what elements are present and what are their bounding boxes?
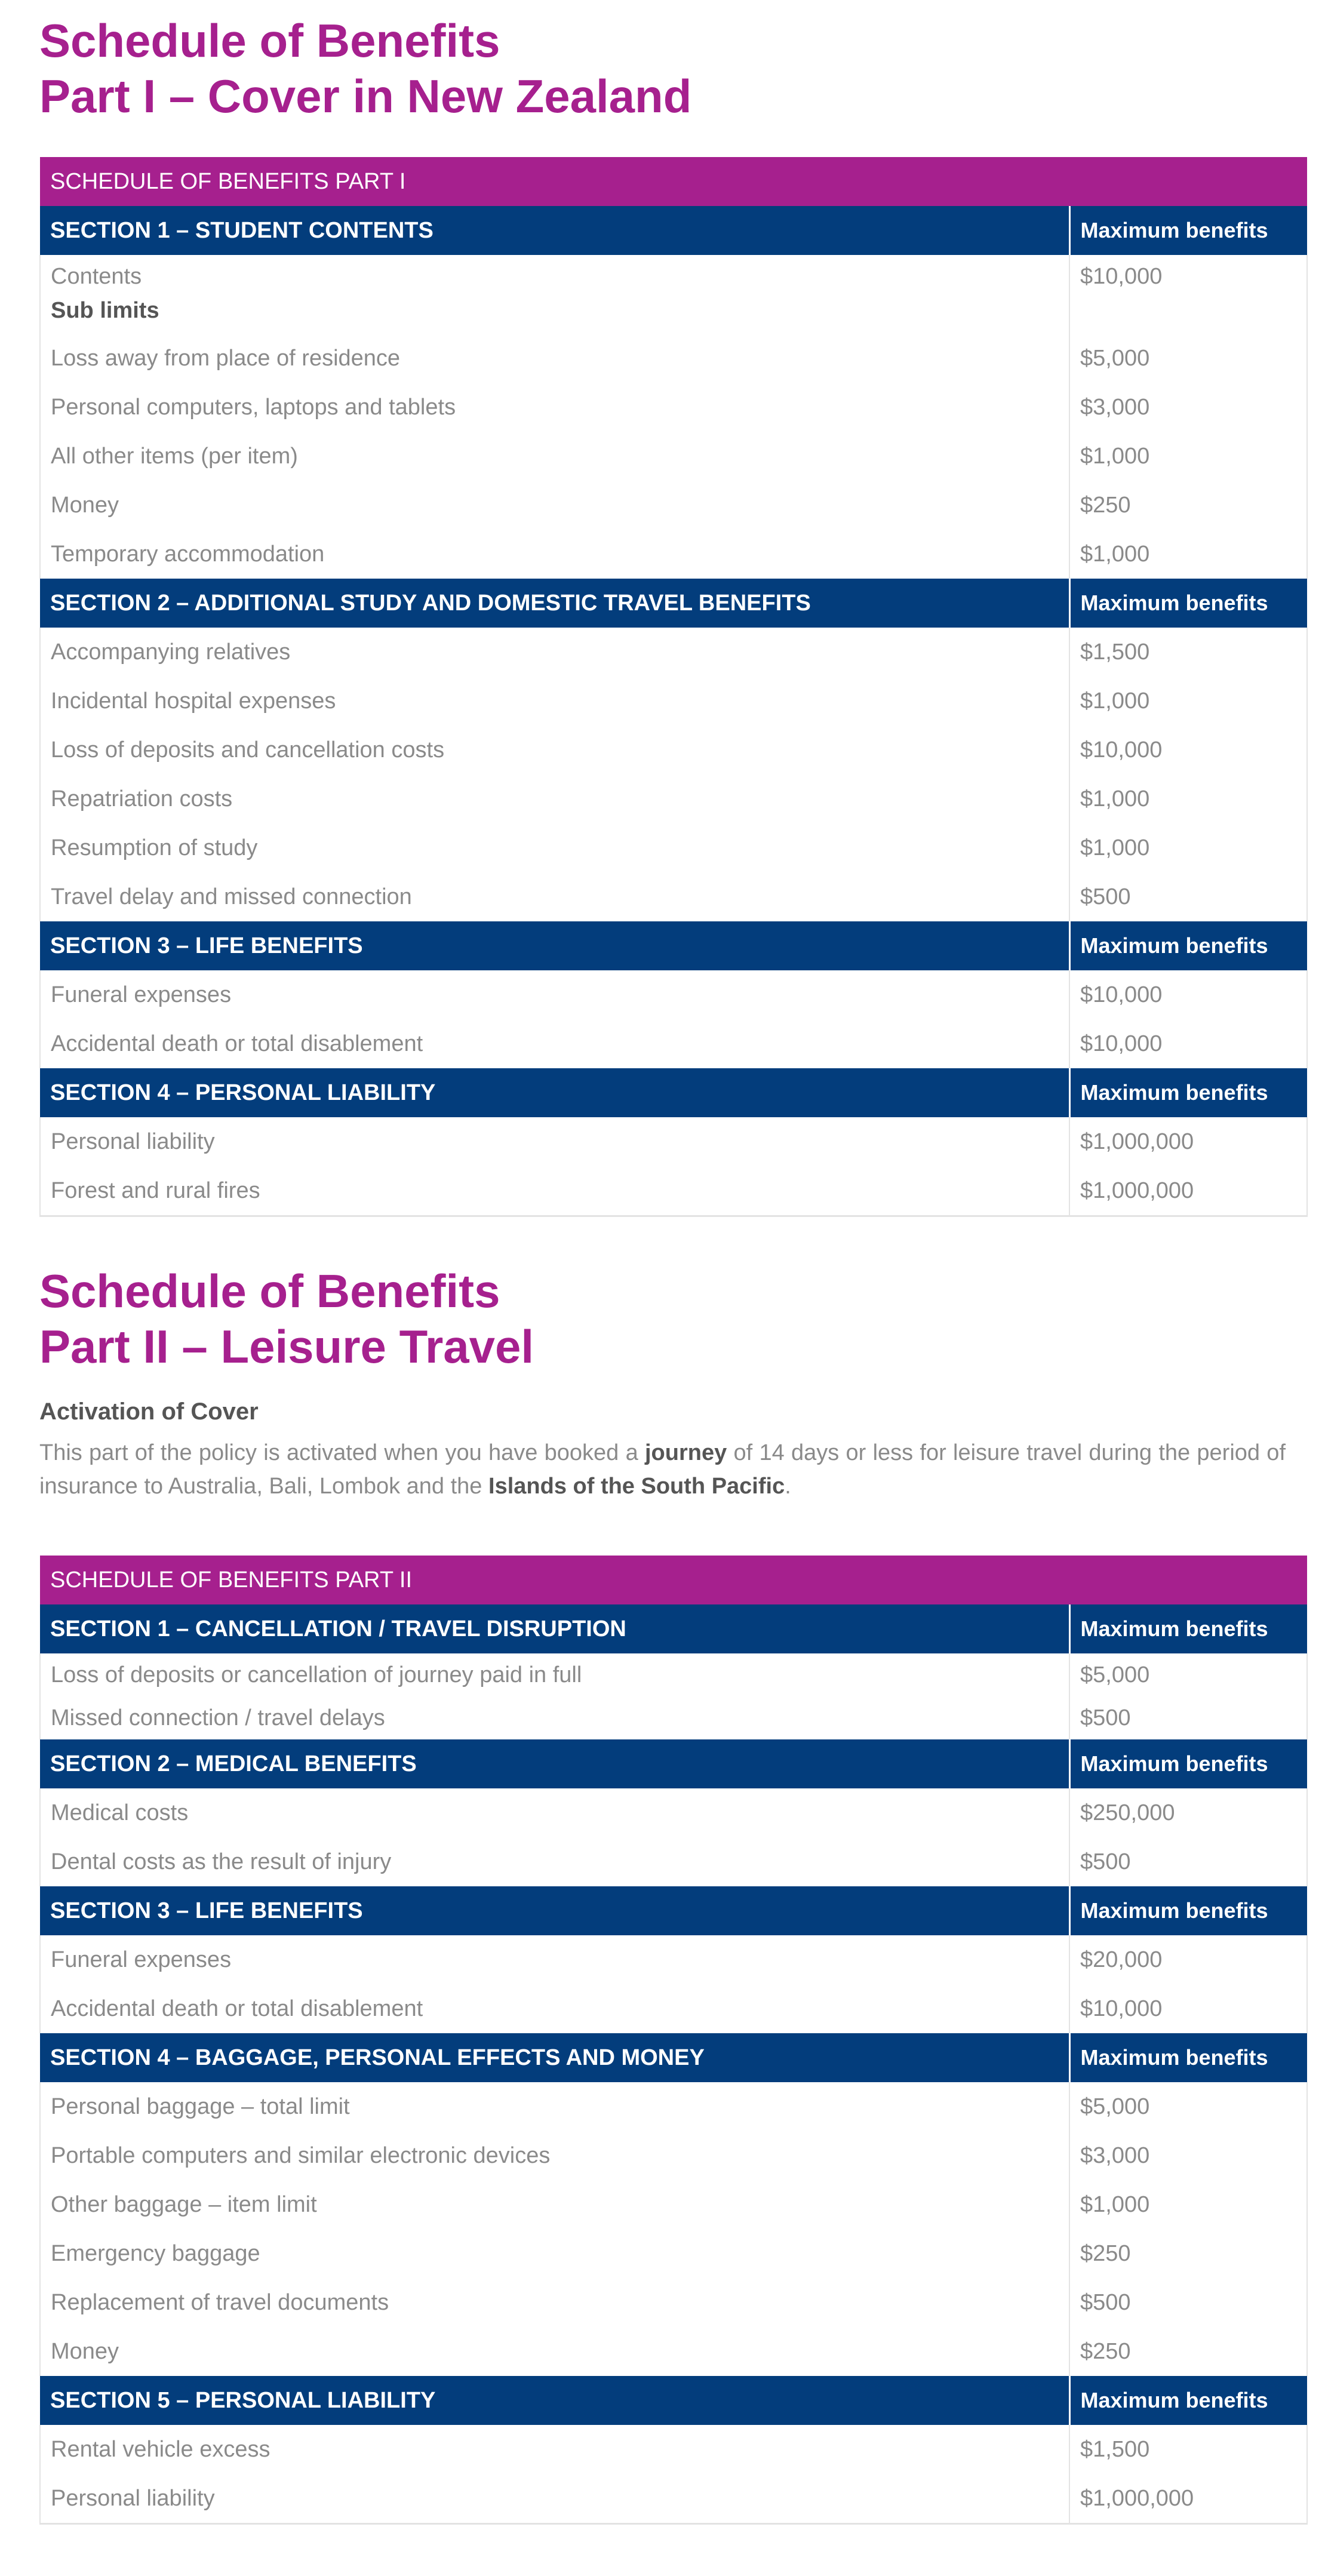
max-benefits-header: Maximum benefits: [1069, 579, 1307, 628]
benefit-amount: $250: [1069, 481, 1307, 530]
benefit-amount: $10,000: [1069, 1019, 1307, 1068]
benefit-amount: $10,000: [1069, 726, 1307, 774]
max-benefits-header: Maximum benefits: [1069, 1604, 1307, 1653]
benefit-label: Medical costs: [40, 1788, 1069, 1837]
max-benefits-header: Maximum benefits: [1069, 206, 1307, 255]
section-title: SECTION 1 – CANCELLATION / TRAVEL DISRUPTION: [40, 1604, 1069, 1653]
max-benefits-header: Maximum benefits: [1069, 2376, 1307, 2425]
table-row: [40, 970, 1307, 1019]
benefit-amount: $1,000: [1069, 774, 1307, 823]
benefit-amount: $20,000: [1069, 1935, 1307, 1984]
benefit-label: Rental vehicle excess: [40, 2425, 1069, 2474]
benefit-amount: $1,000: [1069, 530, 1307, 579]
benefit-label: Portable computers and similar electronic devices: [40, 2131, 1069, 2180]
benefit-amount: $10,000: [1069, 1984, 1307, 2033]
table-row: [40, 1788, 1307, 1837]
max-benefits-header: Maximum benefits: [1069, 1068, 1307, 1117]
benefit-label: Other baggage – item limit: [40, 2180, 1069, 2229]
section-title: SECTION 4 – PERSONAL LIABILITY: [40, 1068, 1069, 1117]
table-row: [40, 2425, 1307, 2474]
benefit-amount: $1,000: [1069, 432, 1307, 481]
table-row: [40, 2474, 1307, 2524]
benefit-label: Loss of deposits and cancellation costs: [40, 726, 1069, 774]
section-title: SECTION 3 – LIFE BENEFITS: [40, 921, 1069, 970]
benefit-label: Repatriation costs: [40, 774, 1069, 823]
part2-title: [39, 1264, 1286, 1375]
max-benefits-header: Maximum benefits: [1069, 921, 1307, 970]
benefit-label: Personal computers, laptops and tablets: [40, 383, 1069, 432]
max-benefits-header: Maximum benefits: [1069, 1739, 1307, 1788]
table-row: [40, 1696, 1307, 1739]
section-title: SECTION 3 – LIFE BENEFITS: [40, 1886, 1069, 1935]
table-row: [40, 872, 1307, 921]
table-row: [40, 2327, 1307, 2376]
table-row: [40, 481, 1307, 530]
table-row: [40, 1117, 1307, 1166]
activation-text-before: This part of the policy is activated when you have booked a: [39, 1440, 645, 1465]
benefit-label: Funeral expenses: [40, 1935, 1069, 1984]
table-row: [40, 1166, 1307, 1216]
table-row: [40, 1019, 1307, 1068]
part1-benefits-table: [39, 157, 1308, 1217]
table-row: [40, 677, 1307, 726]
benefit-label: Accidental death or total disablement: [40, 1019, 1069, 1068]
benefit-amount: $3,000: [1069, 2131, 1307, 2180]
benefit-amount: $5,000: [1069, 1653, 1307, 1696]
benefit-label: Funeral expenses: [40, 970, 1069, 1019]
max-benefits-header: Maximum benefits: [1069, 2033, 1307, 2082]
table-row: [40, 1984, 1307, 2033]
benefit-amount: $3,000: [1069, 383, 1307, 432]
section-header-row: [40, 1886, 1307, 1935]
part2-title-line2: Part II – Leisure Travel: [39, 1320, 534, 1373]
benefit-label: Missed connection / travel delays: [40, 1696, 1069, 1739]
benefit-label: Contents: [40, 255, 1069, 298]
table-row: [40, 1653, 1307, 1696]
section-header-row: [40, 579, 1307, 628]
table-row: [40, 726, 1307, 774]
max-benefits-header: Maximum benefits: [1069, 1886, 1307, 1935]
benefit-amount: $500: [1069, 1696, 1307, 1739]
section-header-row: [40, 921, 1307, 970]
sublimits-row: [40, 298, 1307, 334]
part1-title-line2: Part I – Cover in New Zealand: [39, 70, 692, 122]
benefit-label: Travel delay and missed connection: [40, 872, 1069, 921]
table-row: [40, 383, 1307, 432]
benefit-label: Money: [40, 481, 1069, 530]
benefit-label: Accidental death or total disablement: [40, 1984, 1069, 2033]
section-header-row: [40, 2376, 1307, 2425]
benefit-label: Dental costs as the result of injury: [40, 1837, 1069, 1886]
benefit-amount: $500: [1069, 1837, 1307, 1886]
activation-text-after: .: [785, 1474, 791, 1499]
benefit-label: All other items (per item): [40, 432, 1069, 481]
table-row: [40, 2229, 1307, 2278]
benefit-amount: $1,000,000: [1069, 2474, 1307, 2524]
section-title: SECTION 4 – BAGGAGE, PERSONAL EFFECTS AND MONEY: [40, 2033, 1069, 2082]
table-row: [40, 2082, 1307, 2131]
benefit-amount: $250,000: [1069, 1788, 1307, 1837]
activation-text-middle: of 14 days or less for leisure travel during the period of insurance to Australia, Bali, Lombok and the: [39, 1440, 1286, 1499]
table-row: [40, 255, 1307, 298]
benefit-label: Loss of deposits or cancellation of journey paid in full: [40, 1653, 1069, 1696]
benefit-amount: $1,500: [1069, 628, 1307, 677]
benefit-amount: $1,000,000: [1069, 1166, 1307, 1216]
table-row: [40, 2131, 1307, 2180]
section-header-row: [40, 2033, 1307, 2082]
benefit-label: Forest and rural fires: [40, 1166, 1069, 1216]
benefit-amount: $250: [1069, 2327, 1307, 2376]
part1-table-title-row: [40, 157, 1307, 206]
part1-title: [39, 13, 1286, 124]
benefit-amount: $1,000: [1069, 677, 1307, 726]
part1-table-title: SCHEDULE OF BENEFITS PART I: [40, 157, 1307, 206]
benefit-amount: $10,000: [1069, 970, 1307, 1019]
benefit-label: Personal liability: [40, 1117, 1069, 1166]
benefit-label: Temporary accommodation: [40, 530, 1069, 579]
sublimits-label: Sub limits: [40, 298, 1069, 334]
benefit-label: Resumption of study: [40, 823, 1069, 872]
benefit-amount: $5,000: [1069, 334, 1307, 383]
benefit-amount: $5,000: [1069, 2082, 1307, 2131]
benefit-amount: $250: [1069, 2229, 1307, 2278]
benefit-amount: $1,000: [1069, 823, 1307, 872]
benefit-amount: $1,500: [1069, 2425, 1307, 2474]
part2-benefits-table: [39, 1556, 1308, 2525]
benefit-label: Personal baggage – total limit: [40, 2082, 1069, 2131]
section-title: SECTION 2 – ADDITIONAL STUDY AND DOMESTIC TRAVEL BENEFITS: [40, 579, 1069, 628]
section-header-row: [40, 1604, 1307, 1653]
table-row: [40, 628, 1307, 677]
benefit-label: Incidental hospital expenses: [40, 677, 1069, 726]
table-row: [40, 823, 1307, 872]
section-title: SECTION 1 – STUDENT CONTENTS: [40, 206, 1069, 255]
table-row: [40, 432, 1307, 481]
benefit-label: Replacement of travel documents: [40, 2278, 1069, 2327]
benefit-label: Accompanying relatives: [40, 628, 1069, 677]
sublimits-amount-empty: [1069, 298, 1307, 334]
part2-table-title-row: [40, 1556, 1307, 1604]
activation-text-journey: journey: [644, 1440, 727, 1465]
benefit-label: Personal liability: [40, 2474, 1069, 2524]
benefit-amount: $500: [1069, 872, 1307, 921]
table-row: [40, 1935, 1307, 1984]
table-row: [40, 334, 1307, 383]
part2-table-title: SCHEDULE OF BENEFITS PART II: [40, 1556, 1307, 1604]
part1-title-line1: Schedule of Benefits: [39, 14, 500, 67]
table-row: [40, 2180, 1307, 2229]
part2-title-line1: Schedule of Benefits: [39, 1265, 500, 1317]
table-row: [40, 1837, 1307, 1886]
table-row: [40, 530, 1307, 579]
section-header-row: [40, 1068, 1307, 1117]
section-header-row: [40, 1739, 1307, 1788]
table-row: [40, 2278, 1307, 2327]
benefit-label: Emergency baggage: [40, 2229, 1069, 2278]
activation-text-islands: Islands of the South Pacific: [488, 1474, 785, 1499]
section-title: SECTION 2 – MEDICAL BENEFITS: [40, 1739, 1069, 1788]
benefit-amount: $1,000: [1069, 2180, 1307, 2229]
benefit-amount: $500: [1069, 2278, 1307, 2327]
section-header-row: [40, 206, 1307, 255]
benefit-label: Money: [40, 2327, 1069, 2376]
benefit-amount: $1,000,000: [1069, 1117, 1307, 1166]
benefit-label: Loss away from place of residence: [40, 334, 1069, 383]
table-row: [40, 774, 1307, 823]
activation-heading: Activation of Cover: [39, 1398, 259, 1425]
activation-text: [39, 1436, 1286, 1503]
benefit-amount: $10,000: [1069, 255, 1307, 298]
section-title: SECTION 5 – PERSONAL LIABILITY: [40, 2376, 1069, 2425]
